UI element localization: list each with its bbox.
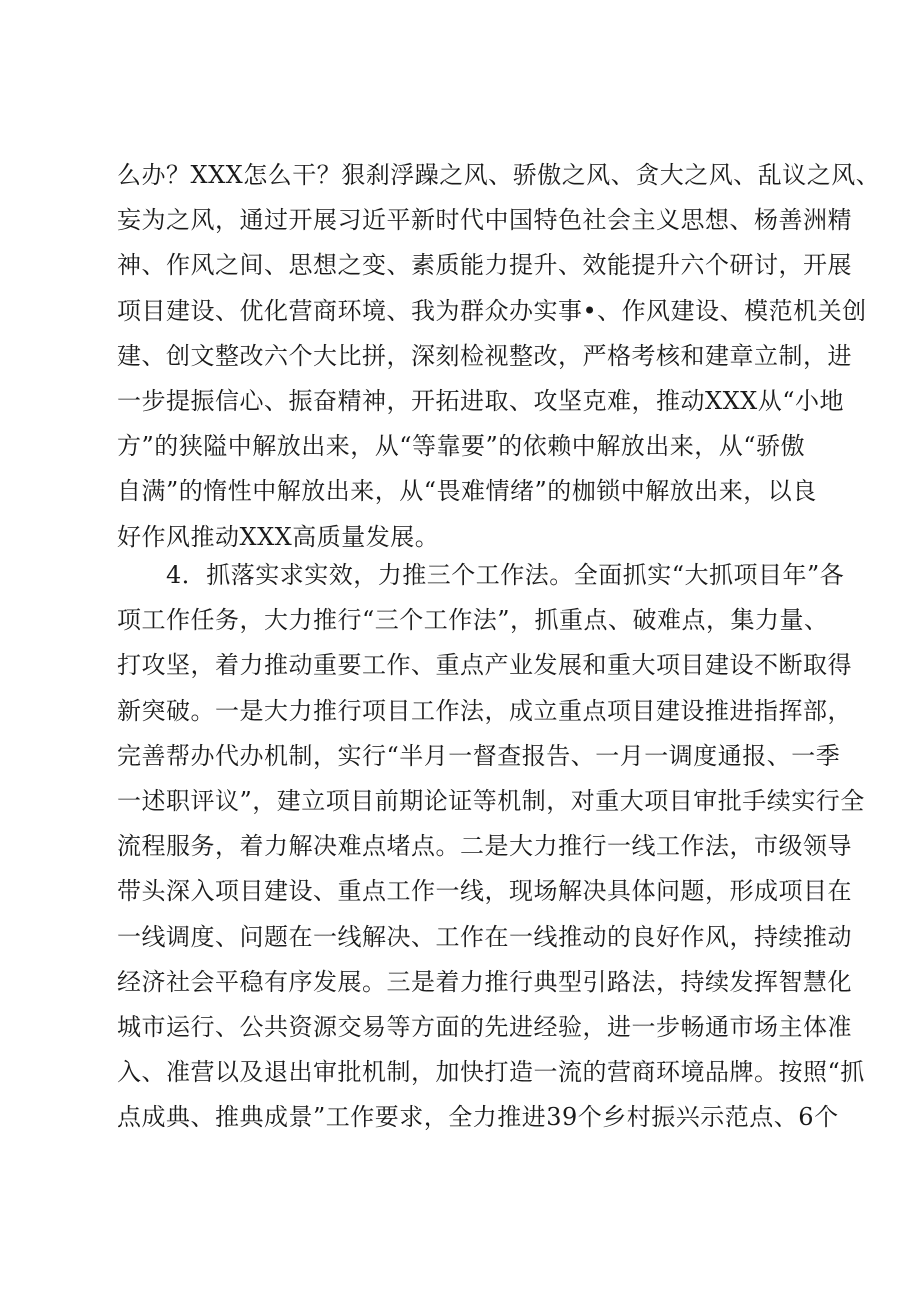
text-line: 一步提振信心、振奋精神，开拓进取、攻坚克难，推动XXX从“小地	[117, 386, 845, 415]
text-line: 4．抓落实求实效，力推三个工作法。全面抓实“大抓项目年”各	[117, 561, 845, 589]
text-line: 么办？XXX怎么干？狠刹浮躁之风、骄傲之风、贪大之风、乱议之风、	[117, 161, 881, 189]
text-line: 新突破。一是大力推行项目工作法，成立重点项目建设推进指挥部，	[117, 696, 852, 725]
text-line: 点成典、推典成景”工作要求，全力推进39个乡村振兴示范点、6个	[117, 1103, 839, 1132]
text-line: 建、创文整改六个大比拼，深刻检视整改，严格考核和建章立制，进	[117, 341, 852, 370]
paragraph-continuation	[117, 153, 881, 560]
text-line: 方”的狭隘中解放出来，从“等靠要”的依赖中解放出来，从“骄傲	[117, 432, 806, 461]
text-line: 好作风推动XXX高质量发展。	[117, 522, 440, 551]
text-line: 城市运行、公共资源交易等方面的先进经验，进一步畅通市场主体准	[117, 1012, 852, 1041]
text-line: 打攻坚，着力推动重要工作、重点产业发展和重大项目建设不断取得	[117, 651, 852, 680]
text-line: 经济社会平稳有序发展。三是着力推行典型引路法，持续发挥智慧化	[117, 967, 852, 996]
text-line: 流程服务，着力解决难点堵点。二是大力推行一线工作法，市级领导	[117, 832, 852, 861]
text-line: 一线调度、问题在一线解决、工作在一线推动的良好作风，持续推动	[117, 922, 852, 951]
text-line: 自满”的惰性中解放出来，从“畏难情绪”的枷锁中解放出来，以良	[117, 477, 817, 506]
text-line: 妄为之风，通过开展习近平新时代中国特色社会主义思想、杨善洲精	[117, 206, 852, 235]
text-line: 入、准营以及退出审批机制，加快打造一流的营商环境品牌。按照“抓	[117, 1058, 865, 1087]
text-line: 神、作风之间、思想之变、素质能力提升、效能提升六个研讨，开展	[117, 251, 852, 280]
text-line: 一述职评议”，建立项目前期论证等机制，对重大项目审批手续实行全	[117, 786, 865, 815]
text-line: 带头深入项目建设、重点工作一线，现场解决具体问题，形成项目在	[117, 877, 852, 906]
text-line: 项目建设、优化营商环境、我为群众办实事•、作风建设、模范机关创	[117, 296, 867, 325]
text-line: 完善帮办代办机制，实行“半月一督查报告、一月一调度通报、一季	[117, 741, 841, 770]
paragraph-section-4	[117, 553, 865, 1140]
text-line: 项工作任务，大力推行“三个工作法”，抓重点、破难点，集力量、	[117, 606, 829, 635]
